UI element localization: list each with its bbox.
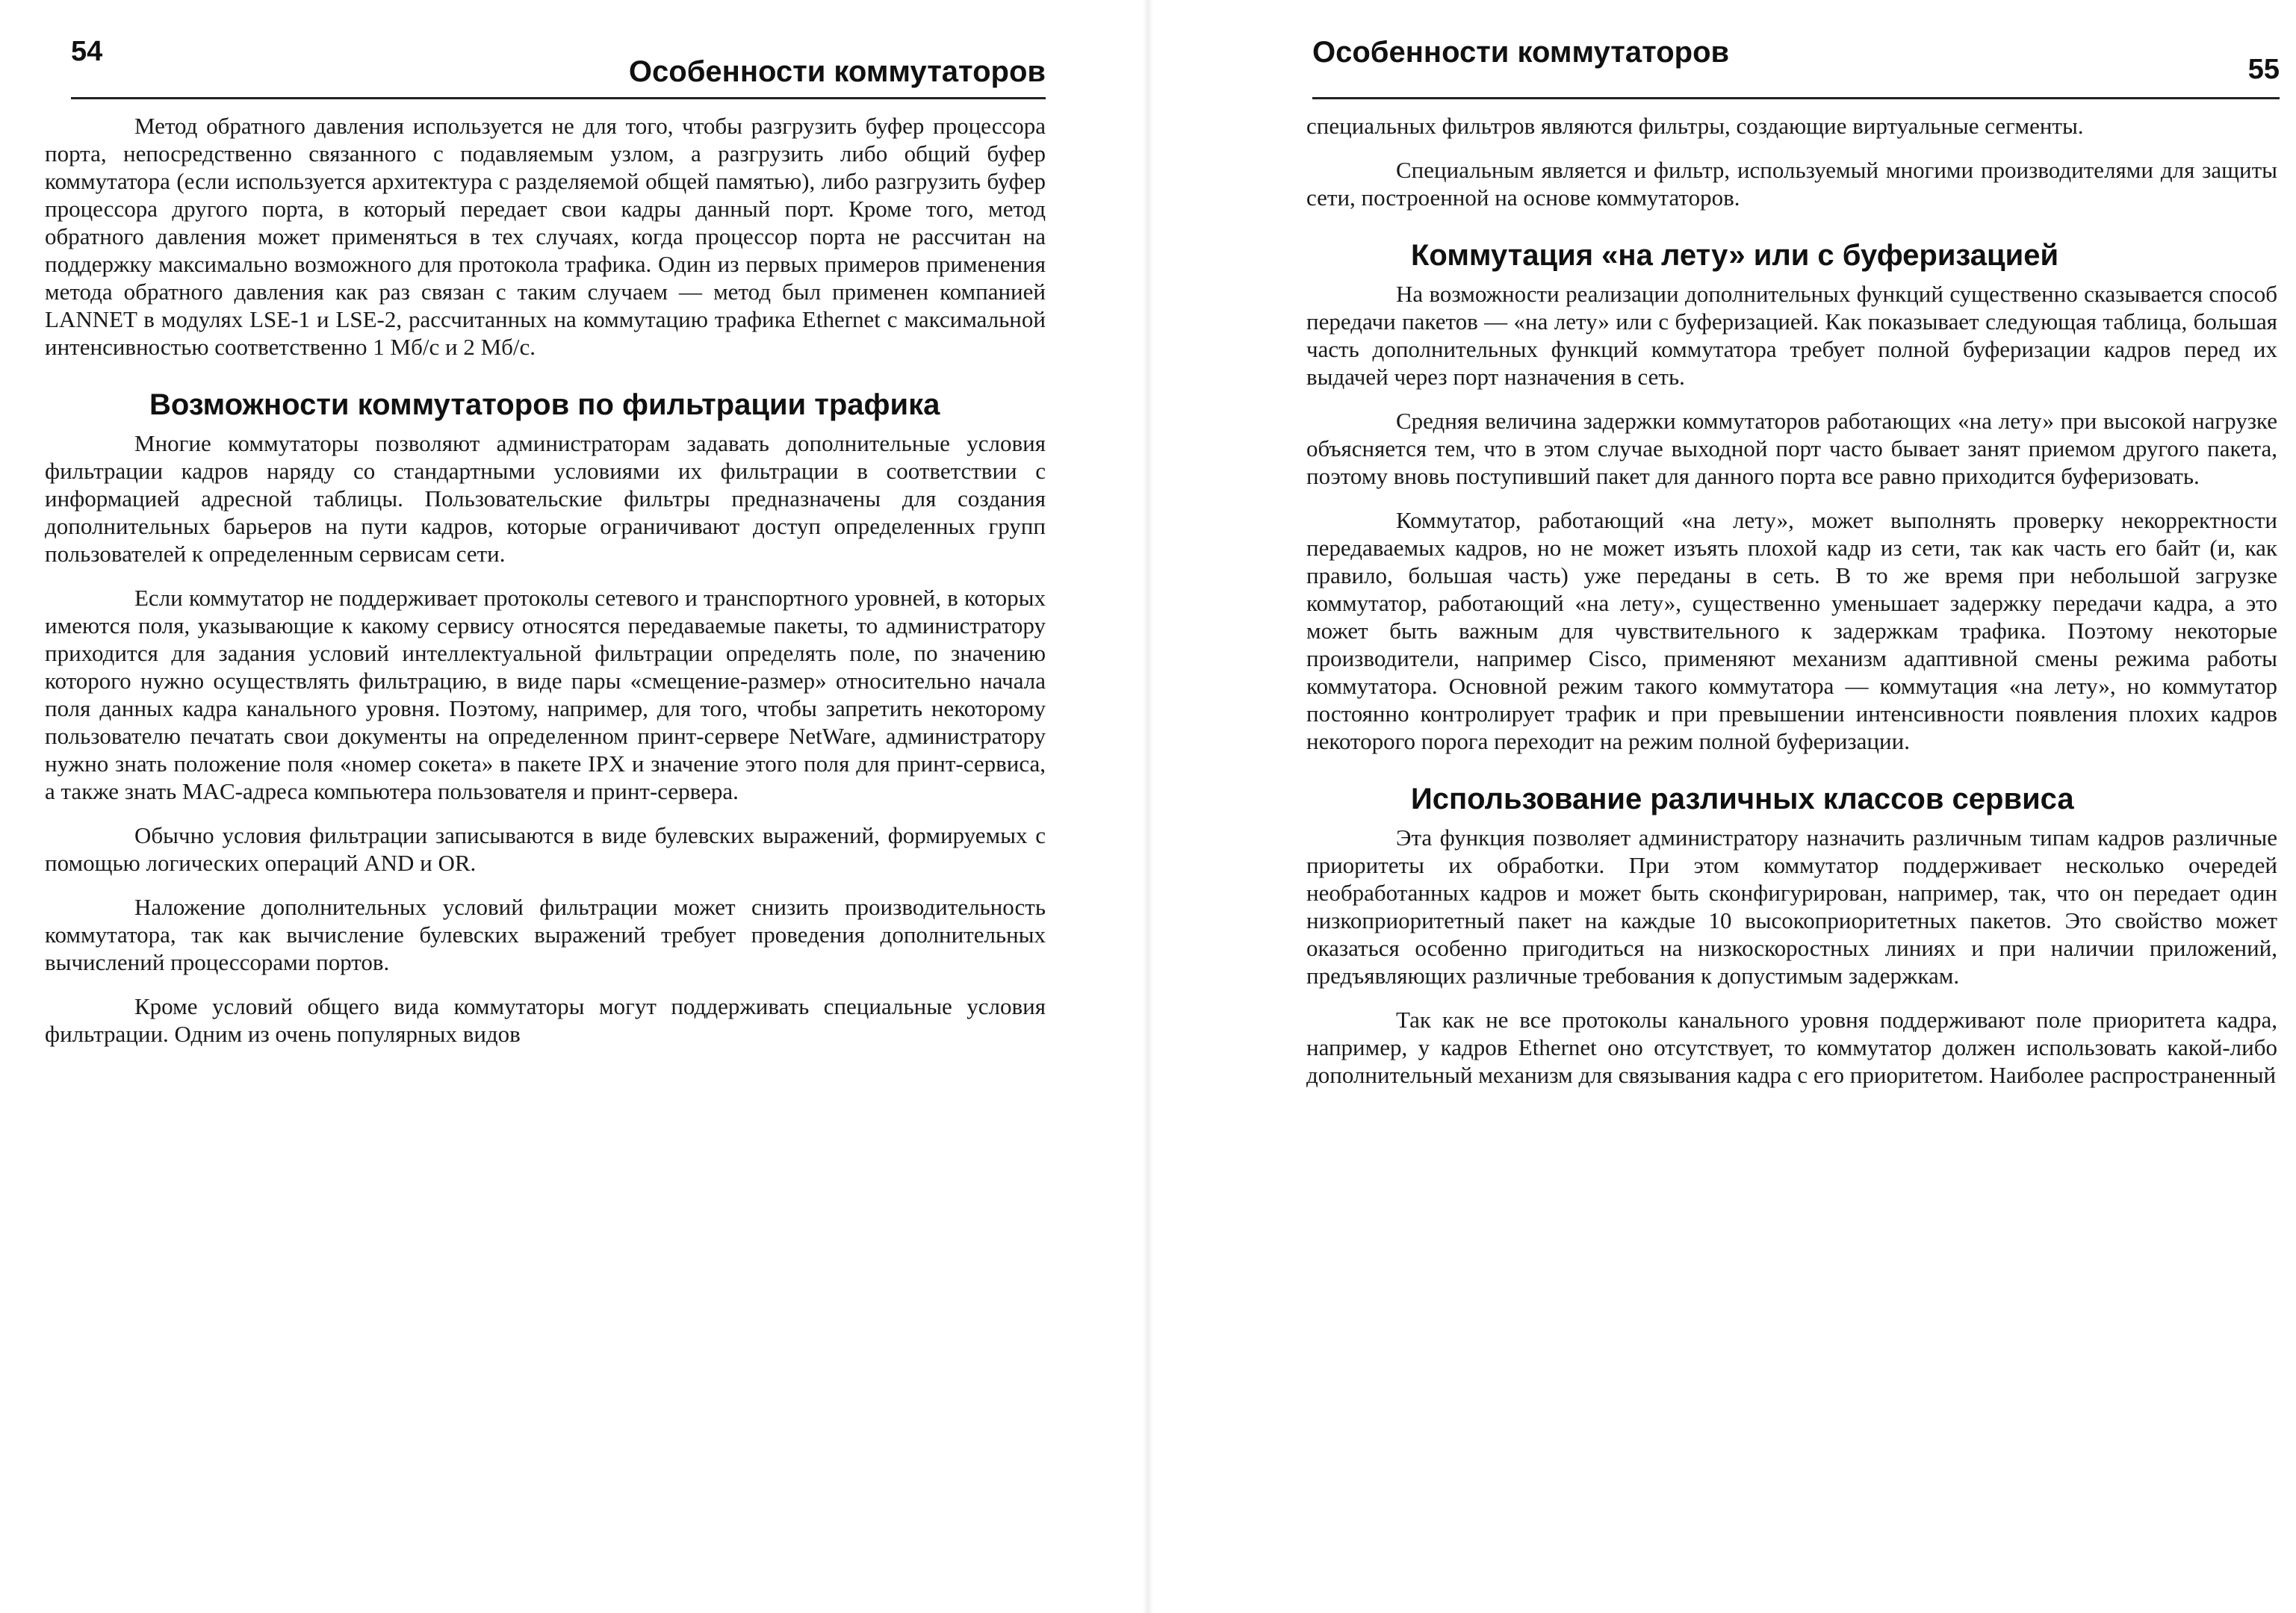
running-title: Особенности коммутаторов [1312, 36, 1730, 69]
left-page-header [71, 22, 1046, 99]
paragraph: Многие коммутаторы позволяют администраторам задавать дополнительные условия фильтрации кадров наряду со стандартными условиями их фильтрации в соответствии с информацией адресной таблицы. Пользовательские фильтры предназначены для создания дополнительных барьеров на пути кадров, которые ограничивают доступ определенных групп пользователей к определенным сервисам сети. [45, 430, 1046, 567]
paragraph: Кроме условий общего вида коммутаторы могут поддерживать специальные условия фильтрации. Одним из очень популярных видов [45, 993, 1046, 1047]
paragraph-continuation: специальных фильтров являются фильтры, создающие виртуальные сегменты. [1306, 113, 2084, 139]
page-number: 54 [71, 36, 103, 67]
paragraph: Метод обратного давления используется не для того, чтобы разгрузить буфер процессора порта, непосредственно связанного с подавляемым узлом, а разгрузить либо общий буфер коммутатора (если используется архитектура с разделяемой общей памятью), либо разгрузить буфер процессора другого порта, в который передает свои кадры данный порт. Кроме того, метод обратного давления может применяться в тех случаях, когда процессор порта не рассчитан на поддержку максимально возможного для протокола трафика. Один из первых примеров применения метода обратного давления как раз связан с таким случаем — метод был применен компанией LANNET в модулях LSE-1 и LSE-2, рассчитанных на коммутацию трафика Ethernet с максимальной интенсивностью соответственно 1 Мб/с и 2 Мб/с. [45, 113, 1046, 360]
left-page-body [45, 112, 1046, 1064]
paragraph: Средняя величина задержки коммутаторов работающих «на лету» при высокой нагрузке объясняется тем, что в этом случае выходной порт часто бывает занят приемом другого пакета, поэтому вновь поступивший пакет для данного порта все равно приходится буферизовать. [1306, 408, 2277, 489]
running-title: Особенности коммутаторов [628, 55, 1046, 88]
right-page-header [1312, 22, 2280, 99]
paragraph: На возможности реализации дополнительных функций существенно сказывается способ передачи пакетов — «на лету» или с буферизацией. Как показывает следующая таблица, большая часть дополнительных функций коммутатора требует полной буферизации кадров перед их выдачей через порт назначения в сеть. [1306, 281, 2277, 390]
paragraph: Коммутатор, работающий «на лету», может выполнять проверку некорректности передаваемых кадров, но не может изъять плохой кадр из сети, так как часть его байт (и, как правило, большая часть) уже переданы в сеть. В то же время при небольшой загрузке коммутатор, работающий «на лету», существенно уменьшает задержку передачи кадра, а это может быть важным для чувствительного к задержкам трафика. Поэтому некоторые производители, например Cisco, применяют механизм адаптивной смены режима работы коммутатора. Основной режим такого коммутатора — коммутация «на лету», но коммутатор постоянно контролирует трафик и при превышении интенсивности появления плохих кадров некоторого порога переходит на режим полной буферизации. [1306, 507, 2277, 754]
paragraph: Наложение дополнительных условий фильтрации может снизить производительность коммутатора, так как вычисление булевских выражений требует проведения дополнительных вычислений процессорами портов. [45, 894, 1046, 975]
paragraph: Обычно условия фильтрации записываются в виде булевских выражений, формируемых с помощью логических операций AND и OR. [45, 822, 1046, 876]
section-heading: Коммутация «на лету» или с буферизацией [1411, 239, 2059, 272]
section-heading: Использование различных классов сервиса [1411, 783, 2074, 815]
page-number: 55 [2247, 54, 2280, 85]
right-page-body [1306, 112, 2277, 1105]
section-heading: Возможности коммутаторов по фильтрации трафика [149, 388, 940, 421]
right-page [1148, 0, 2296, 1613]
paragraph: Эта функция позволяет администратору назначить различным типам кадров различные приоритеты их обработки. При этом коммутатор поддерживает несколько очередей необработанных кадров и может быть сконфигурирован, например, так, что он передает один низкоприоритетный пакет на каждые 10 высокоприоритетных пакетов. Это свойство может оказаться особенно пригодиться на низкоскоростных линиях и при наличии приложений, предъявляющих различные требования к допустимым задержкам. [1306, 824, 2277, 989]
paragraph: Если коммутатор не поддерживает протоколы сетевого и транспортного уровней, в которых имеются поля, указывающие к какому сервису относятся передаваемые пакеты, то администратору приходится для задания условий интеллектуальной фильтрации определять поле, по значению которого нужно осуществлять фильтрацию, в виде пары «смещение-размер» относительно начала поля данных кадра канального уровня. Поэтому, например, для того, чтобы запретить некоторому пользователю печатать свои документы на определенном принт-сервере NetWare, администратору нужно знать положение поля «номер сокета» в пакете IPX и значение этого поля для принт-сервиса, а также знать MAC-адреса компьютера пользователя и принт-сервера. [45, 585, 1046, 804]
paragraph: Так как не все протоколы канального уровня поддерживают поле приоритета кадра, например, у кадров Ethernet оно отсутствует, то коммутатор должен использовать какой-либо дополнительный механизм для связывания кадра с его приоритетом. Наиболее распространенный [1306, 1007, 2277, 1088]
paragraph: Специальным является и фильтр, используемый многими производителями для защиты сети, построенной на основе коммутаторов. [1306, 157, 2277, 211]
